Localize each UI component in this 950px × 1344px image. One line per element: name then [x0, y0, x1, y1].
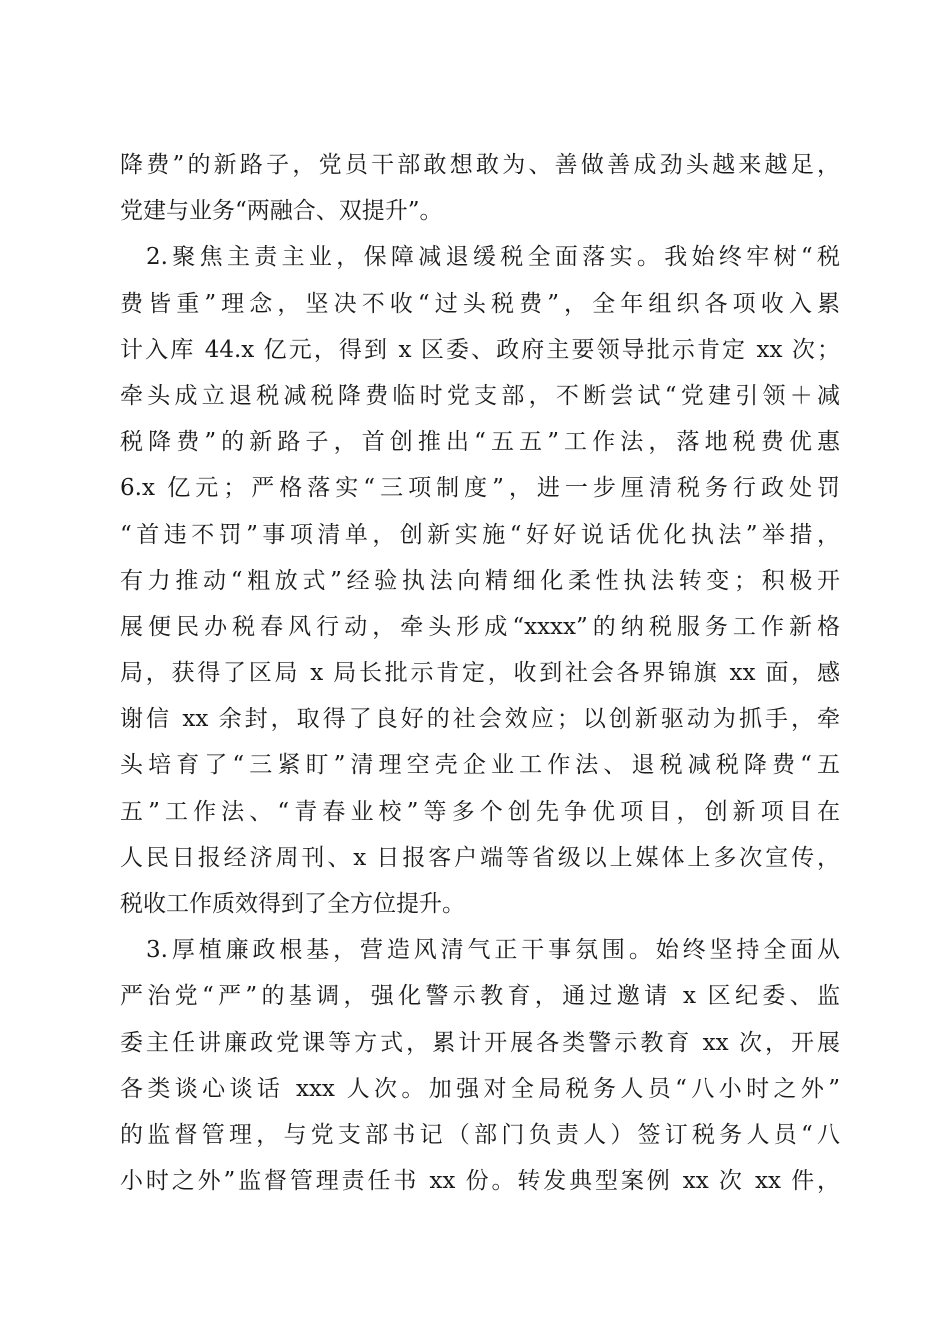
body-text [120, 142, 840, 1204]
text-line: “首违不罚”事项清单，创新实施“好好说话优化执法”举措， [120, 521, 840, 548]
text-line: 党建与业务“两融合、双提升”。 [120, 198, 443, 225]
text-line: 谢信 xx 余封，取得了良好的社会效应；以创新驱动为抓手，牵 [120, 706, 840, 733]
text-line: 各类谈心谈话 xxx 人次。加强对全局税务人员“八小时之外” [120, 1075, 840, 1102]
paragraph-3-heading-line: 3.厚植廉政根基，营造风清气正干事氛围。始终坚持全面从 [146, 937, 840, 964]
text-line: 展便民办税春风行动，牵头形成“xxxx”的纳税服务工作新格 [120, 613, 840, 640]
text-line: 的监督管理，与党支部书记（部门负责人）签订税务人员“八 [120, 1121, 840, 1148]
text-line: 税收工作质效得到了全方位提升。 [120, 891, 465, 917]
text-line: 五”工作法、“青春业校”等多个创先争优项目，创新项目在 [120, 798, 840, 825]
text-line: 局，获得了区局 x 局长批示肯定，收到社会各界锦旗 xx 面，感 [120, 660, 840, 687]
text-line: 6.x 亿元；严格落实“三项制度”，进一步厘清税务行政处罚 [120, 475, 840, 502]
text-line: 税降费”的新路子，首创推出“五五”工作法，落地税费优惠 [120, 429, 840, 456]
text-line: 降费”的新路子，党员干部敢想敢为、善做善成劲头越来越足， [120, 152, 840, 178]
text-line: 有力推动“粗放式”经验执法向精细化柔性执法转变；积极开 [120, 567, 840, 594]
text-line: 牵头成立退税减税降费临时党支部，不断尝试“党建引领＋减 [120, 382, 840, 409]
paragraph-2-heading-line: 2.聚焦主责主业，保障减退缓税全面落实。我始终牢树“税 [146, 244, 840, 271]
text-line: 委主任讲廉政党课等方式，累计开展各类警示教育 xx 次，开展 [120, 1029, 840, 1056]
text-line: 头培育了“三紧盯”清理空壳企业工作法、退税减税降费“五 [120, 752, 840, 779]
text-line: 计入库 44.x 亿元，得到 x 区委、政府主要领导批示肯定 xx 次； [120, 336, 840, 363]
text-line: 人民日报经济周刊、x 日报客户端等省级以上媒体上多次宣传， [120, 844, 840, 871]
text-line: 小时之外”监督管理责任书 xx 份。转发典型案例 xx 次 xx 件， [120, 1168, 840, 1195]
text-line: 严治党“严”的基调，强化警示教育，通过邀请 x 区纪委、监 [120, 983, 840, 1010]
text-line: 费皆重”理念，坚决不收“过头税费”，全年组织各项收入累 [120, 290, 840, 317]
